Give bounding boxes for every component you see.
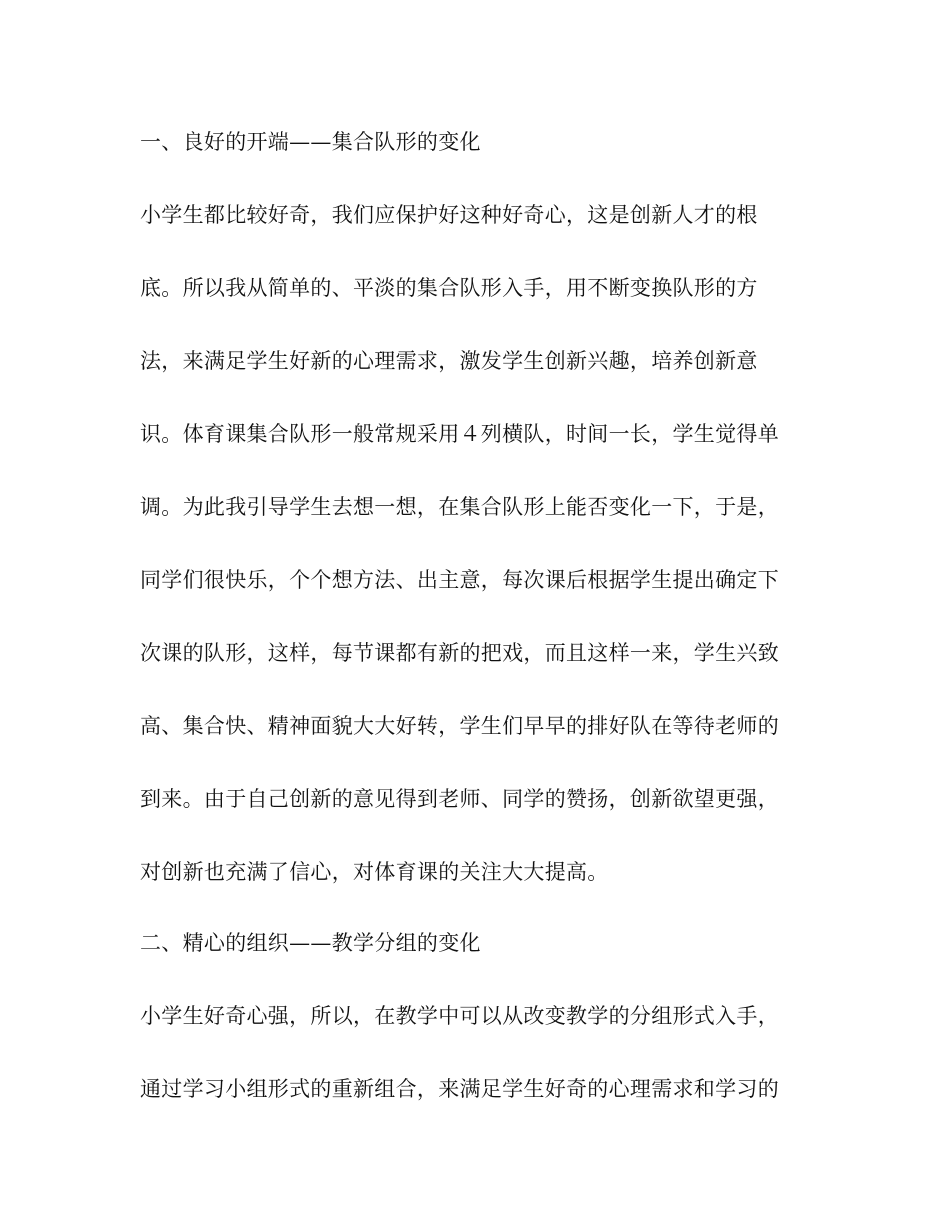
paragraph-line: 调。为此我引导学生去想一想，在集合队形上能否变化一下，于是， (140, 495, 779, 519)
paragraph-line: 小学生好奇心强，所以，在教学中可以从改变教学的分组形式入手， (140, 1004, 779, 1028)
paragraph-line: 对创新也充满了信心，对体育课的关注大大提高。 (140, 860, 609, 884)
paragraph-line: 到来。由于自己创新的意见得到老师、同学的赞扬，创新欲望更强， (140, 787, 779, 811)
paragraph-line: 高、集合快、精神面貌大大好转，学生们早早的排好队在等待老师的 (140, 714, 779, 738)
paragraph-line: 小学生都比较好奇，我们应保护好这种好奇心，这是创新人才的根 (140, 203, 758, 227)
section-heading-1: 一、良好的开端——集合队形的变化 (140, 130, 481, 154)
paragraph-line: 底。所以我从简单的、平淡的集合队形入手，用不断变换队形的方 (140, 276, 758, 300)
paragraph-line: 法，来满足学生好新的心理需求，激发学生创新兴趣，培养创新意 (140, 349, 758, 373)
section-heading-2: 二、精心的组织——教学分组的变化 (140, 931, 481, 955)
paragraph-line: 同学们很快乐，个个想方法、出主意，每次课后根据学生提出确定下 (140, 568, 779, 592)
paragraph-line: 识。体育课集合队形一般常规采用４列横队，时间一长，学生觉得单 (140, 422, 779, 446)
paragraph-line: 通过学习小组形式的重新组合，来满足学生好奇的心理需求和学习的 (140, 1077, 779, 1101)
paragraph-line: 次课的队形，这样，每节课都有新的把戏，而且这样一来，学生兴致 (140, 641, 779, 665)
